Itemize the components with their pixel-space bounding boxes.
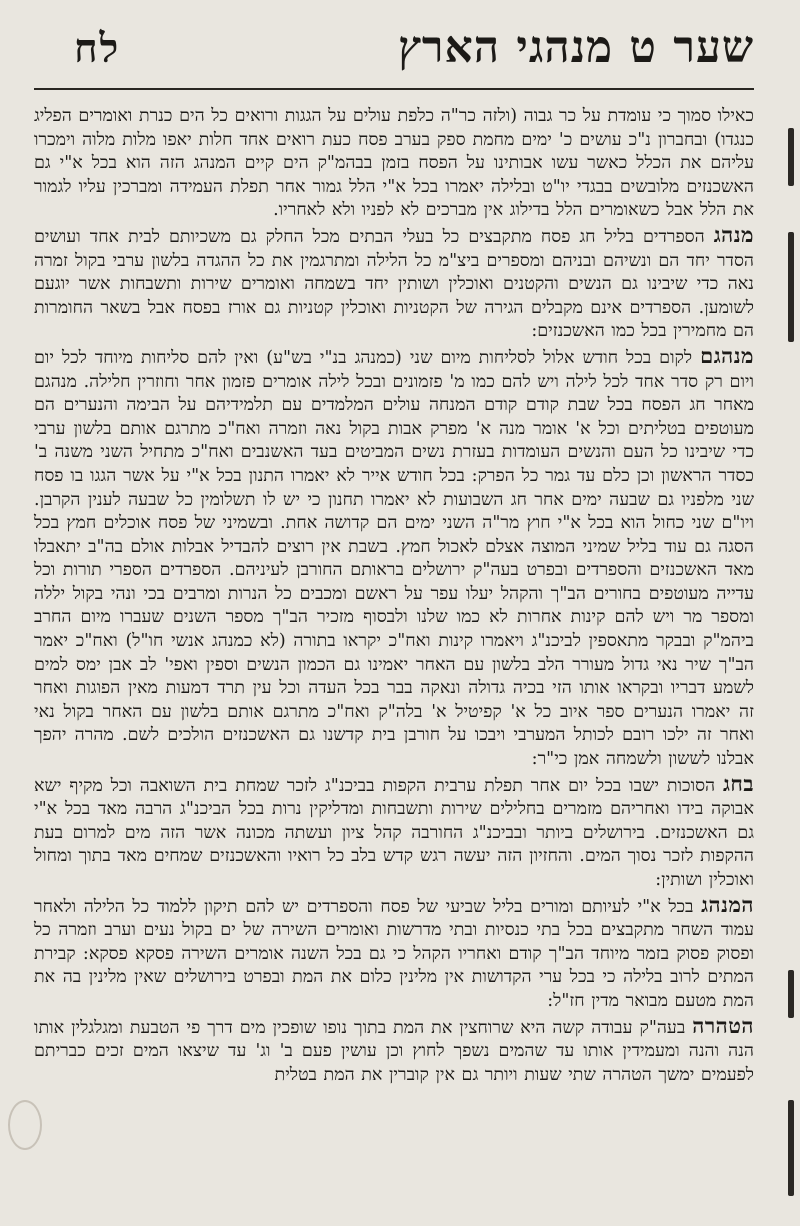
paragraph-lead-word: מנהגם [700,342,754,368]
body-text [34,102,754,1087]
margin-pencil-mark [788,128,794,186]
paragraph-lead-word: המנהג [701,891,754,917]
margin-pencil-mark [788,232,794,342]
page-number: לח [74,25,121,72]
paragraph-passover-eve [34,102,754,223]
paragraph-text: בעה"ק עבודה קשה היא שרוחצין את המת בתוך נופו שופכין מים דרך פי הטבעת ומגלגלין אותו הנה והנה ומעמידין אותו עד שהמים נשפך לחוץ וכן עושין פעם ב' וג' עד שיצאו המים זכים כבריתם לפעמים ימשך הטהרה שתי שעות ויותר גם אין קוברין את המת בטלית [34,1017,754,1085]
running-head [34,22,754,86]
paragraph-seventh-passover-custom [34,893,754,1014]
paragraph-text: הסוכות ישבו בכל יום אחר תפלת ערבית הקפות בביכנ"ג לזכר שמחת בית השואבה וכל מקיף ישא אבוקה בידו ואחריהם מזמרים בחלילים שירות ותשבחות ומדליקין נרות בכל הביכנ"ג הרבה מאד בכל א"י גם האשכנזים. בירושלים ביותר ובביכנ"ג החורבה קהל ציון ועשתה מכונה אשר הזה מים למרום בעת ההקפות לזכר נסוך המים. והחזיון הזה יעשה רגש קדש בלב כל רואיו והאשכנזים שמחים מאד בתוך ומחול ואוכלין ושותין: [34,775,754,890]
bleed-through-ornament [8,1100,42,1150]
paragraph-sukkot-custom [34,772,754,893]
running-head-title: שער ט מנהגי הארץ [397,22,754,73]
margin-pencil-mark [788,970,794,1018]
paragraph-lead-word: מנהג [713,221,754,247]
paragraph-seder-custom [34,223,754,344]
paragraph-selichot-custom [34,344,754,772]
paragraph-text: כאילו סמוך כי עומדת על כר גבוה (ולזה כר"ה כלפת עולים על הגגות ורואים כל הים כנרת ואומרים הפליג כנגדו) ובחברון נ"כ עושים כ' ימים מחמת ספק בערב פסח כעת רואים אחד חלות יאפו מלות מלוה וימכרו עליהם את הכלל כאשר עשו אבותינו על הפסח בזמן בבהמ"ק הים קיים המנהג הזה הוא בכל א"י גם האשכנזים מלובשים בבגדי יו"ט ובלילה יאמרו בכל א"י הלל גמור אחר תפלת העמידה ומברכין עליו לגמור את הלל אבל כשאומרים הלל בדילוג אין מברכים לא לפניו ולא לאחריו. [34,106,754,221]
margin-pencil-mark [788,1100,794,1196]
paragraph-tahara-custom [34,1014,754,1088]
paragraph-text: הספרדים בליל חג פסח מתקבצים כל בעלי הבתים מכל החלק גם משכיותם לבית אחד ועושים הסדר יחד הם ונשיהם ובניהם ומספרים ביצ"מ כל הלילה ומתרגמין את כל ההגדה בלשון ערבי בקול זמרה נאה כדי שיבינו גם הנשים והקטנים ואוכלין ושותין יחד בשמחה ואומרים שירות ותשבחות אשר יוגעם לשומען. הספרדים אינם מקבלים הגירה של הקטניות ואוכלין קטניות גם אורז בפסח אבל בשאר החומרות הם מחמירין בכל כמו האשכנזים: [34,226,754,342]
paragraph-lead-word: בחג [723,770,754,796]
paragraph-lead-word: הטהרה [692,1012,754,1038]
header-rule [34,88,754,90]
paragraph-text: לקום בכל חודש אלול לסליחות מיום שני (כמנהג בנ"י בש"ע) ואין להם סליחות מיוחד לכל יום ויום רק סדר אחד לכל לילה ויש להם כמו מ' פזמונים ובכל לילה אומרים פזמון אחר וחוזרין חלילה. מנהגם מאחר חג הפסח בכל שבת קודם קודם המנחה עולים המלמדים עם תלמידיהם על הבימה והנערים הם מעוטפים בטליתים וכל א' אומר מנה א' מפרק אבות בקול נאה וזמרה ואח"כ מתרגם אותם בלשון ערבי כדי שיבינו כל העם והנשים העומדות בעזרת נשים המביטים בעד האשנבים ואח"כ מתחיל השני משנה ב' כסדר הראשון וכן כלם עד גמר כל הפרק: בכל חודש אייר לא יאמרו התנון בכל א"י על אשר הגגו בו פסח שני מלפניו גם שבעה ימים אחר חג השבועות לא יאמרו תחנון כי יש לו תשלומין כל שבעה לענין הקרבן. ויו"ם שני כחול הוא בכל א"י חוץ מר"ה השני ימים הם קדושה אחת. ובשמיני של פסח אוכלים חמץ בכל הסגה גם עוד בליל שמיני המוצה אצלם לאכול חמץ. בשבת אין רוצים להבדיל אבלות אולם בה"ב יתאבלו מאד האשכנזים והספרדים ובפרט בעה"ק ירושלים בראותם החורבן לעיניהם. הספרדים הספרי תורות וכל עדייה מעוטפים בחורים הב"ך והקהל יעלו עפר על ראשם ומכבים כל הנרות ומרבים בכי ונהי בקול יללה ומספר מר ויש להם קינות אחרות לא כמו שלנו ולבסוף מזכיר הב"ך מספר השנים שעברו מיום החרב ביהמ"ק ובבקר מתאספין לביכנ"ג ויאמרו קינות ואח"כ יקראו בתורה (לא כמנהג אנשי חו"ל) ואח"כ יאמר הב"ך שיר נאי גדול מעורר הלב בלשון עם האחר יאמינו גם הכמון הנשים וספין ואפי' לב אבן ימס למים לשמע דבריו ובקראו אותו הזי בכיה גדולה ונאקה בבר בכל העדה וכל עין תרד דמעות מאין הפוגות ואחר זה יאמרו הנערים ספר איוב כל א' קפיטיל א' בלה"ק ואח"כ מתרגם אותם בלשון עם האחר בקול נאי ואחר זה ילכו רובם לכותל המערבי ויבכו על חורבן בית קדשנו גם האשכנזים הולכים לשם. מהרה יהפך אבלנו לששון ולשמחה אמן כי"ר: [34,347,754,770]
paragraph-text: בכל א"י לעיותם ומורים בליל שביעי של פסח והספרדים יש להם תיקון ללמוד כל הלילה ולאחר עמוד השחר מתקבצים בכל בתי כנסיות ובתי מדרשות ואומרים השירה של ים בקול נעים וערב וזמרה כל ופסוק פסוק בזמר מיוחד הב"ך קודם ואחריו הקהל כי גם בכל השנה אומרים השירה פסקא פסקא: קבירת המתים לרוב בלילה כי בכל ערי הקדושות אין מלינין כלום את המת ובפרט בירושלים שאין מלינין בה את המת מטעם מבואר מדין חז"ל: [34,896,754,1011]
